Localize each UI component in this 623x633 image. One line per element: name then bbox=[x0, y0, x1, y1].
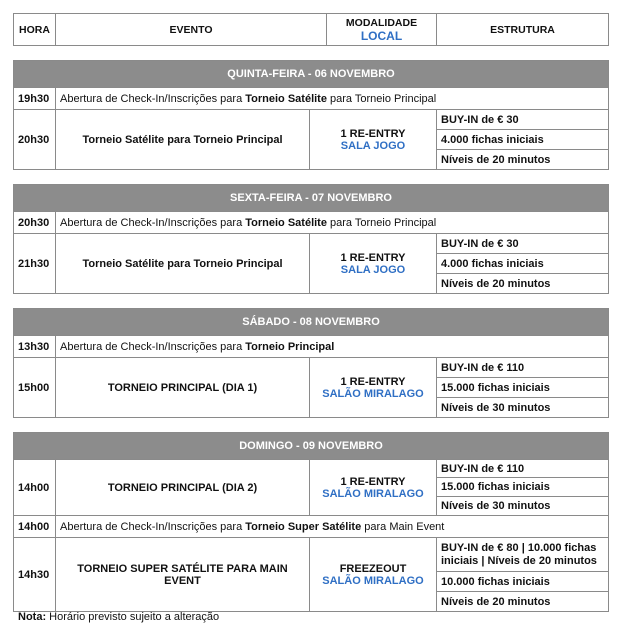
structure-levels: Níveis de 30 minutos bbox=[437, 497, 609, 516]
checkin-time: 19h30 bbox=[14, 88, 56, 110]
checkin-time: 20h30 bbox=[14, 212, 56, 234]
day-block-sabado bbox=[13, 308, 609, 418]
structure-chips: 15.000 fichas iniciais bbox=[437, 478, 609, 497]
event-time: 14h30 bbox=[14, 538, 56, 612]
header-estrutura: ESTRUTURA bbox=[437, 14, 609, 46]
event-name: TORNEIO PRINCIPAL (DIA 1) bbox=[56, 358, 310, 418]
event-time: 14h00 bbox=[14, 460, 56, 516]
day-title: SÁBADO - 08 NOVEMBRO bbox=[14, 309, 609, 336]
event-name: TORNEIO PRINCIPAL (DIA 2) bbox=[56, 460, 310, 516]
structure-buyin: BUY-IN de € 110 bbox=[437, 460, 609, 478]
event-time: 20h30 bbox=[14, 110, 56, 170]
event-mode: 1 RE-ENTRY SALÃO MIRALAGO bbox=[310, 358, 437, 418]
day-title: QUINTA-FEIRA - 06 NOVEMBRO bbox=[14, 61, 609, 88]
checkin-text: Abertura de Check-In/Inscrições para Torneio Super Satélite para Main Event bbox=[56, 516, 609, 538]
structure-buyin: BUY-IN de € 110 bbox=[437, 358, 609, 378]
header-evento: EVENTO bbox=[56, 14, 327, 46]
checkin-time: 13h30 bbox=[14, 336, 56, 358]
day-title: SEXTA-FEIRA - 07 NOVEMBRO bbox=[14, 185, 609, 212]
day-block-sexta bbox=[13, 184, 609, 294]
day-block-domingo bbox=[13, 432, 609, 612]
structure-levels: Níveis de 30 minutos bbox=[437, 398, 609, 418]
schedule-header bbox=[13, 13, 609, 46]
day-block-quinta bbox=[13, 60, 609, 170]
event-time: 21h30 bbox=[14, 234, 56, 294]
structure-chips: 10.000 fichas iniciais bbox=[437, 572, 609, 592]
structure-buyin: BUY-IN de € 30 bbox=[437, 110, 609, 130]
event-time: 15h00 bbox=[14, 358, 56, 418]
event-name: TORNEIO SUPER SATÉLITE PARA MAIN EVENT bbox=[56, 538, 310, 612]
event-mode: FREEZEOUT SALÃO MIRALAGO bbox=[310, 538, 437, 612]
structure-buyin: BUY-IN de € 30 bbox=[437, 234, 609, 254]
event-mode: 1 RE-ENTRY SALÃO MIRALAGO bbox=[310, 460, 437, 516]
structure-chips: 4.000 fichas iniciais bbox=[437, 254, 609, 274]
footnote: Nota: Horário previsto sujeito a alteração bbox=[18, 611, 220, 623]
event-name: Torneio Satélite para Torneio Principal bbox=[56, 110, 310, 170]
checkin-text: Abertura de Check-In/Inscrições para Torneio Principal bbox=[56, 336, 609, 358]
header-hora: HORA bbox=[14, 14, 56, 46]
event-mode: 1 RE-ENTRY SALA JOGO bbox=[310, 234, 437, 294]
checkin-time: 14h00 bbox=[14, 516, 56, 538]
day-title: DOMINGO - 09 NOVEMBRO bbox=[14, 433, 609, 460]
structure-chips: 15.000 fichas iniciais bbox=[437, 378, 609, 398]
structure-levels: Níveis de 20 minutos bbox=[437, 592, 609, 612]
event-name: Torneio Satélite para Torneio Principal bbox=[56, 234, 310, 294]
structure-levels: Níveis de 20 minutos bbox=[437, 150, 609, 170]
structure-buyin: BUY-IN de € 80 | 10.000 fichas iniciais | Níveis de 20 minutos bbox=[437, 538, 609, 572]
header-modalidade: MODALIDADE LOCAL bbox=[327, 14, 437, 46]
checkin-text: Abertura de Check-In/Inscrições para Torneio Satélite para Torneio Principal bbox=[56, 212, 609, 234]
structure-chips: 4.000 fichas iniciais bbox=[437, 130, 609, 150]
structure-levels: Níveis de 20 minutos bbox=[437, 274, 609, 294]
checkin-text: Abertura de Check-In/Inscrições para Torneio Satélite para Torneio Principal bbox=[56, 88, 609, 110]
event-mode: 1 RE-ENTRY SALA JOGO bbox=[310, 110, 437, 170]
